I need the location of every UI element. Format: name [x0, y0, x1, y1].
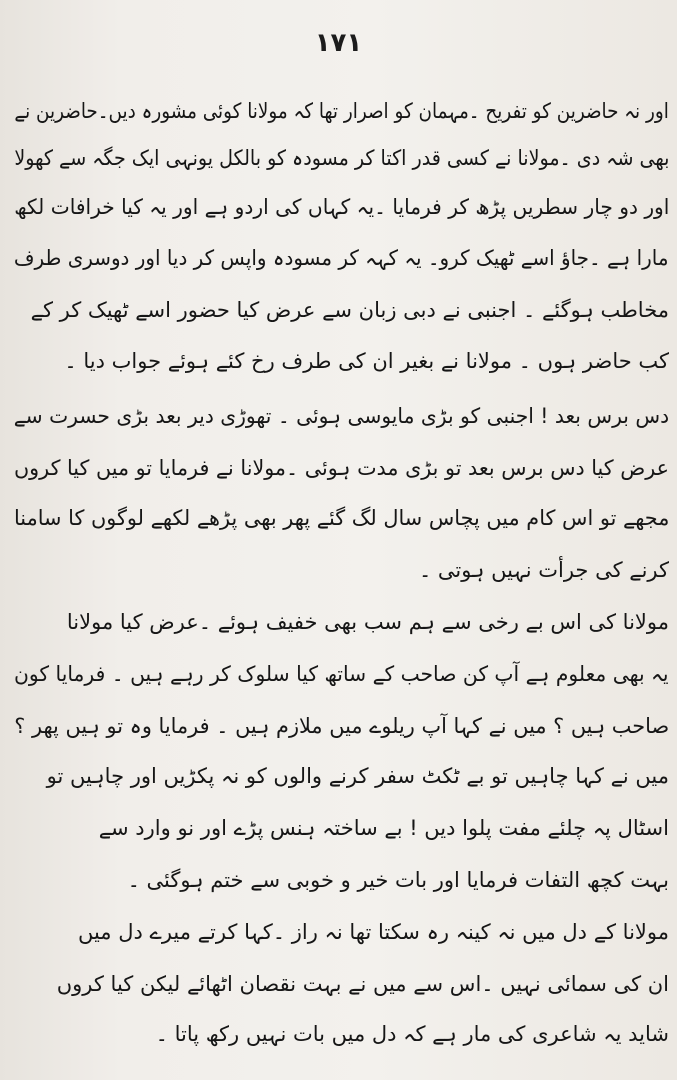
text-line-6: کب حاضر ہوں ۔ مولانا نے بغیر ان کی طرف رخ کئے ہوئے جواب دیا ۔	[64, 349, 669, 373]
text-line-13: صاحب ہیں ؟ میں نے کہا آپ ریلوے میں ملازم ہیں ۔ فرمایا وہ تو ہیں پھر ؟	[14, 714, 669, 738]
text-line-12: یہ بھی معلوم ہے آپ کن صاحب کے ساتھ کیا سلوک کر رہے ہیں ۔ فرمایا کون	[14, 662, 669, 686]
text-line-2: بھی شہ دی ۔مولانا نے کسی قدر اکتا کر مسودہ کو بالکل یونہی ایک جگہ سے کھولا	[13, 146, 669, 170]
text-line-4: مارا ہے ۔جاؤ اسے ٹھیک کرو۔ یہ کہہ کر مسودہ واپس کر دیا اور دوسری طرف	[14, 246, 669, 270]
text-line-5: مخاطب ہوگئے ۔ اجنبی نے دبی زبان سے عرض کیا حضور اسے ٹھیک کر کے	[30, 298, 669, 322]
text-line-3: اور دو چار سطریں پڑھ کر فرمایا ۔یہ کہاں کی اردو ہے اور یہ کیا خرافات لکھ	[13, 195, 669, 219]
text-line-17: مولانا کے دل میں نہ کینہ رہ سکتا تھا نہ راز ۔کہا کرتے میرے دل میں	[77, 920, 669, 944]
text-line-14: میں نے کہا چاہیں تو بے ٹکٹ سفر کرنے والوں کو نہ پکڑیں اور چاہیں تو	[46, 764, 669, 788]
text-line-7: دس برس بعد ! اجنبی کو بڑی مایوسی ہوئی ۔ تھوڑی دیر بعد بڑی حسرت سے	[13, 404, 669, 428]
text-line-1: اور نہ حاضرین کو تفریح ۔مہمان کو اصرار تھا کہ مولانا کوئی مشورہ دیں۔حاضرین نے	[14, 99, 669, 123]
text-line-18: ان کی سمائی نہیں ۔اس سے میں نے بہت نقصان اٹھائے لیکن کیا کروں	[56, 972, 669, 996]
text-line-9: مجھے تو اس کام میں پچاس سال لگ گئے پھر بھی پڑھے لکھے لوگوں کا سامنا	[13, 506, 669, 530]
page-number: ۱۷۱	[314, 28, 363, 58]
text-line-8: عرض کیا دس برس بعد تو بڑی مدت ہوئی ۔مولانا نے فرمایا تو میں کیا کروں	[14, 456, 669, 480]
text-line-16: بہت کچھ التفات فرمایا اور بات خیر و خوبی سے ختم ہوگئی ۔	[127, 868, 669, 892]
text-line-19: شاید یہ شاعری کی مار ہے کہ دل میں بات نہیں رکھ پاتا ۔	[155, 1022, 669, 1046]
text-line-11: مولانا کی اس بے رخی سے ہم سب بھی خفیف ہوئے ۔عرض کیا مولانا	[66, 610, 669, 634]
text-line-15: اسٹال پہ چلئے مفت پلوا دیں ! بے ساختہ ہنس پڑے اور نو وارد سے	[98, 816, 669, 840]
text-line-10: کرنے کی جرأت نہیں ہوتی ۔	[418, 558, 669, 582]
